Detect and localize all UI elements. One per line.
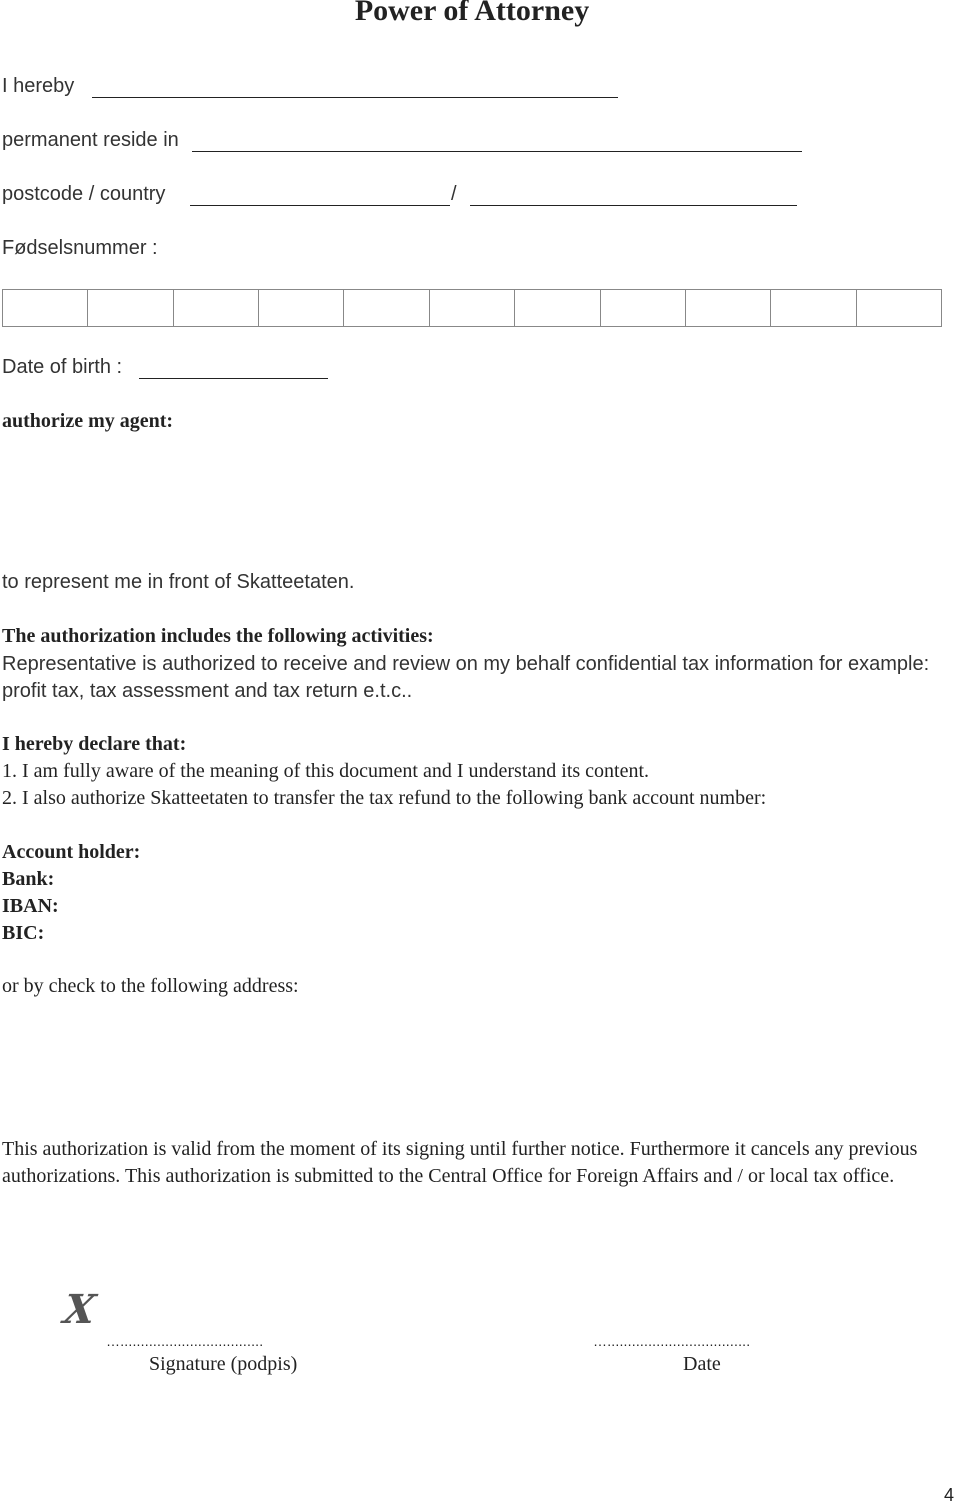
bank-label: Bank: <box>2 868 55 890</box>
birth-number-digit-cell[interactable] <box>857 290 941 326</box>
declare-item-1: 1. I am fully aware of the meaning of this document and I understand its content. <box>2 760 650 782</box>
activities-text: Representative is authorized to receive and review on my behalf confidential tax information for example: profit tax, tax assessment and tax return e.t.c.. <box>2 653 930 702</box>
birth-number-digit-cell[interactable] <box>601 290 686 326</box>
birth-number-digit-cell[interactable] <box>771 290 856 326</box>
iban-label: IBAN: <box>2 895 59 917</box>
signature-x-mark: X <box>60 1286 99 1333</box>
birth-number-label: Fødselsnummer : <box>2 237 158 259</box>
validity-text: This authorization is valid from the moment of its signing until further notice. Furthermore it cancels any previous authorizations. This authorization is submitted to the Central Office for Foreign Affairs and / or local tax office. <box>2 1138 918 1187</box>
date-dotted-line[interactable]: …................................... <box>593 1333 751 1349</box>
declare-heading: I hereby declare that: <box>2 733 187 755</box>
birth-number-digit-cell[interactable] <box>344 290 429 326</box>
reside-label: permanent reside in <box>2 129 179 151</box>
signature-label: Signature (podpis) <box>149 1353 298 1375</box>
date-of-birth-input-line[interactable] <box>139 378 328 379</box>
residence-input-line[interactable] <box>192 151 802 152</box>
birth-number-digit-cell[interactable] <box>88 290 173 326</box>
birth-number-digit-cell[interactable] <box>430 290 515 326</box>
birth-number-grid[interactable] <box>2 289 942 327</box>
birth-number-digit-cell[interactable] <box>174 290 259 326</box>
postcode-separator: / <box>451 183 457 205</box>
birth-number-digit-cell[interactable] <box>3 290 88 326</box>
i-hereby-label: I hereby <box>2 75 75 97</box>
name-input-line[interactable] <box>92 97 618 98</box>
signature-dotted-line[interactable]: …................................... <box>106 1333 264 1349</box>
check-address-text: or by check to the following address: <box>2 975 299 997</box>
birth-number-digit-cell[interactable] <box>259 290 344 326</box>
country-input-line[interactable] <box>470 205 797 206</box>
date-of-birth-label: Date of birth : <box>2 356 123 378</box>
represent-text: to represent me in front of Skatteetaten. <box>2 571 355 593</box>
document-title: Power of Attorney <box>354 0 590 27</box>
activities-heading: The authorization includes the following activities: <box>2 625 434 647</box>
birth-number-digit-cell[interactable] <box>515 290 600 326</box>
postcode-country-label: postcode / country <box>2 183 166 205</box>
postcode-input-line[interactable] <box>190 205 450 206</box>
page-number: 4 <box>944 1485 955 1505</box>
bic-label: BIC: <box>2 922 45 944</box>
account-holder-label: Account holder: <box>2 841 141 863</box>
authorize-agent-label: authorize my agent: <box>2 410 174 432</box>
declare-item-2: 2. I also authorize Skatteetaten to transfer the tax refund to the following bank account number: <box>2 787 767 809</box>
date-label: Date <box>683 1353 721 1375</box>
birth-number-digit-cell[interactable] <box>686 290 771 326</box>
